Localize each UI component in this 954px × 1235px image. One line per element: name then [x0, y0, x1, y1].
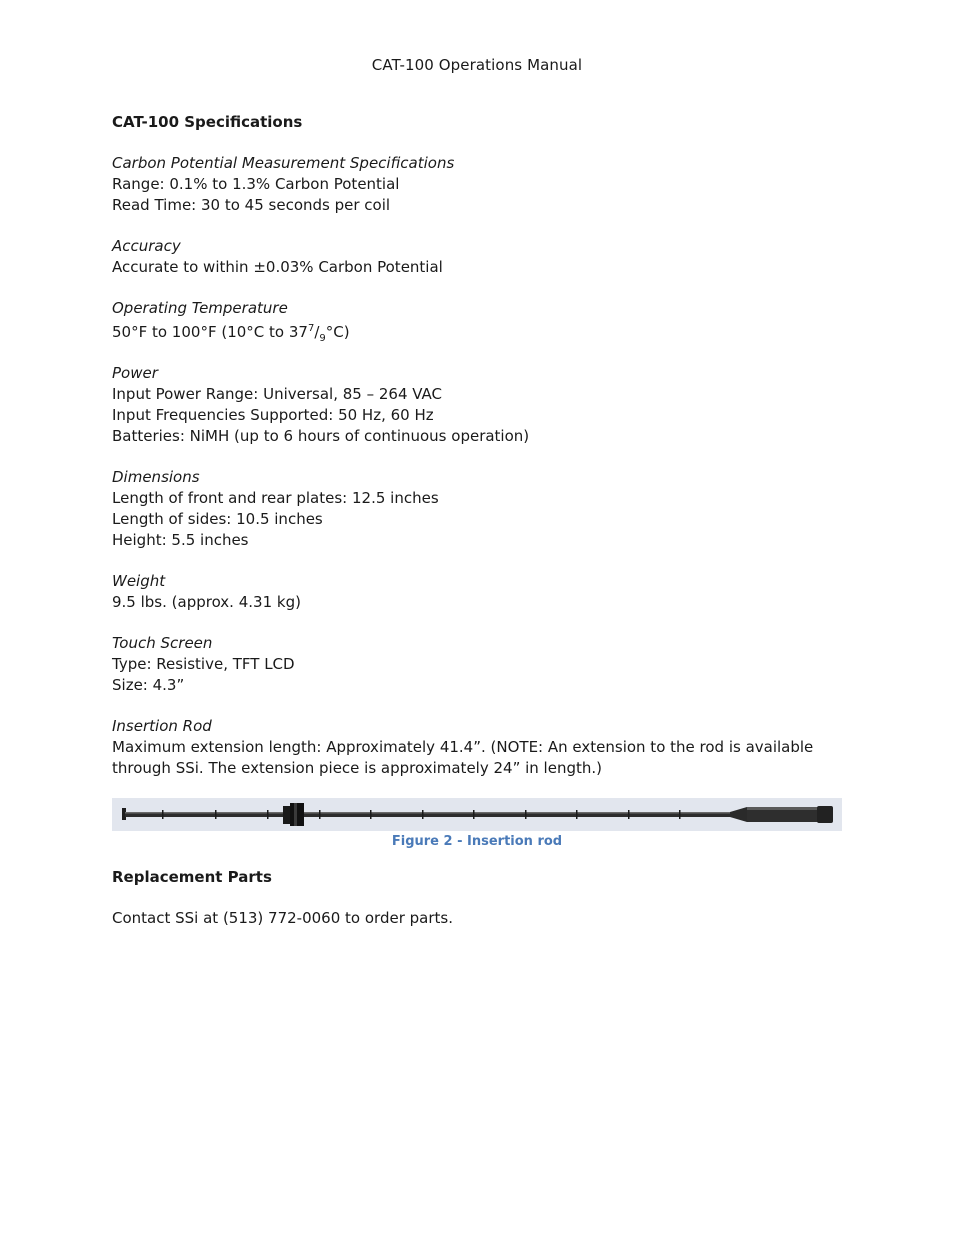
temperature-frac-num: 7: [307, 323, 315, 334]
insertion-rod-figure: [112, 798, 842, 851]
power-range: Input Power Range: Universal, 85 – 264 VAC: [112, 385, 443, 403]
replacement-parts-text: Contact SSi at (513) 772-0060 to order parts.: [112, 909, 453, 927]
carbon-spec-heading: Carbon Potential Measurement Specifications: [112, 154, 455, 172]
temperature-end: °C): [325, 323, 350, 341]
carbon-read-time: Read Time: 30 to 45 seconds per coil: [112, 196, 391, 214]
power-block: [112, 363, 842, 447]
accuracy-heading: Accuracy: [112, 237, 181, 255]
insertion-rod-heading: Insertion Rod: [112, 717, 212, 735]
rod-taper: [730, 807, 747, 822]
dimensions-plates: Length of front and rear plates: 12.5 inches: [112, 489, 439, 507]
power-batteries: Batteries: NiMH (up to 6 hours of continuous operation): [112, 427, 530, 445]
touch-screen-size: Size: 4.3”: [112, 676, 185, 694]
temperature-main: 50°F to 100°F (10°C to 37: [112, 323, 308, 341]
touch-screen-type: Type: Resistive, TFT LCD: [112, 655, 295, 673]
carbon-spec-block: [112, 153, 842, 216]
power-heading: Power: [112, 364, 158, 382]
rod-handle-cap: [817, 806, 833, 823]
accuracy-text: Accurate to within ±0.03% Carbon Potential: [112, 258, 443, 276]
temperature-text: [112, 322, 842, 343]
dimensions-height: Height: 5.5 inches: [112, 531, 249, 549]
document-body: [112, 112, 842, 929]
insertion-rod-image: [112, 798, 842, 831]
dimensions-heading: Dimensions: [112, 468, 200, 486]
weight-block: [112, 571, 842, 613]
dimensions-sides: Length of sides: 10.5 inches: [112, 510, 323, 528]
specifications-title: CAT-100 Specifications: [112, 113, 303, 131]
page-header: CAT-100 Operations Manual: [371, 56, 583, 74]
temperature-frac-den: 9: [319, 333, 326, 344]
temperature-block: [112, 298, 842, 343]
replacement-parts-title: Replacement Parts: [112, 868, 272, 886]
touch-screen-heading: Touch Screen: [112, 634, 213, 652]
accuracy-block: [112, 236, 842, 278]
insertion-rod-drawing: [112, 798, 842, 831]
weight-text: 9.5 lbs. (approx. 4.31 kg): [112, 593, 301, 611]
weight-heading: Weight: [112, 572, 166, 590]
dimensions-block: [112, 467, 842, 551]
touch-screen-block: [112, 633, 842, 696]
temperature-frac-sep: /: [314, 323, 320, 341]
insertion-rod-text: Maximum extension length: Approximately 41.4”. (NOTE: An extension to the rod is available through SSi. The extension piece is approximately 24” in length.): [112, 738, 814, 777]
temperature-heading: Operating Temperature: [112, 299, 288, 317]
figure-caption: Figure 2 - Insertion rod: [391, 834, 563, 849]
power-frequencies: Input Frequencies Supported: 50 Hz, 60 Hz: [112, 406, 434, 424]
carbon-range: Range: 0.1% to 1.3% Carbon Potential: [112, 175, 400, 193]
rod-collar: [283, 806, 291, 824]
rod-shaft-highlight: [125, 812, 740, 814]
insertion-rod-block: [112, 716, 842, 779]
